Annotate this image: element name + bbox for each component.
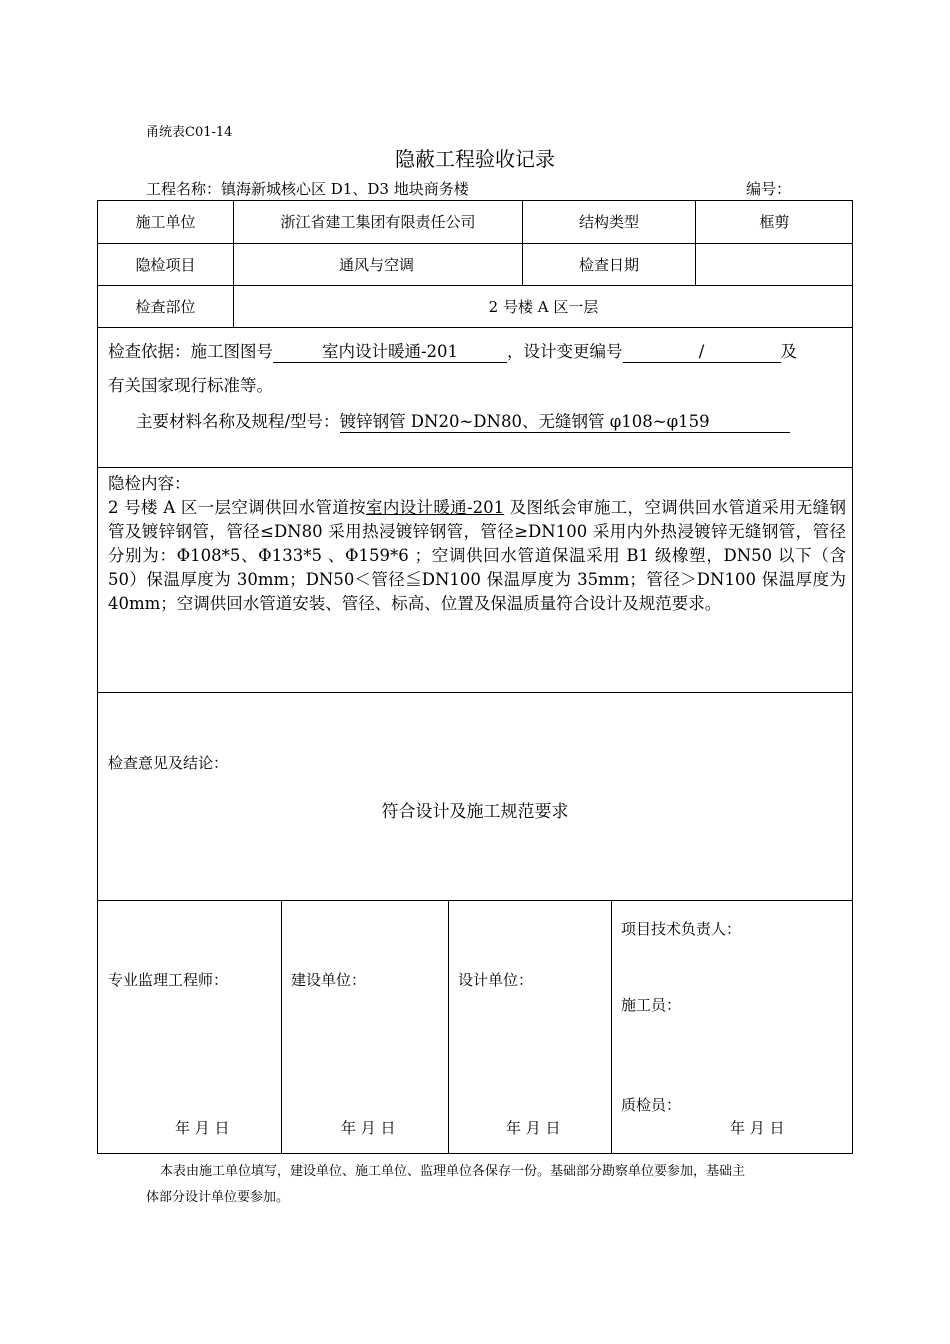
- opinion-label: 检查意见及结论：: [108, 754, 229, 772]
- hidden-content-text: [108, 496, 846, 616]
- content-drawing-ref: 室内设计暖通-201: [366, 498, 505, 517]
- owner-label: 建设单位：: [291, 971, 367, 989]
- rule-sig3: [611, 900, 612, 1154]
- material-label: 主要材料名称及规程/型号：: [136, 412, 340, 431]
- contractor-date: 年 月 日: [730, 1119, 785, 1137]
- basis-suffix: 及: [780, 342, 797, 361]
- basis-line2: 有关国家现行标准等。: [108, 376, 273, 395]
- footer-note-line1: 本表由施工单位填写，建设单位、施工单位、监理单位各保存一份。基础部分勘察单位要参加，基础主: [160, 1164, 746, 1179]
- rule-sig2: [448, 900, 449, 1154]
- material-value: 镀锌钢管 DN20~DN80、无缝钢管 φ108~φ159: [340, 412, 790, 433]
- owner-date: 年 月 日: [341, 1119, 396, 1137]
- tech-lead-label: 项目技术负责人：: [621, 920, 742, 938]
- inspection-item-value: 通风与空调: [339, 255, 415, 274]
- rule-row6: [97, 900, 853, 901]
- inspection-location-value: 2 号楼 A 区一层: [488, 297, 599, 316]
- material-line: [136, 408, 790, 433]
- supervisor-date: 年 月 日: [175, 1119, 230, 1137]
- rule-sig1: [281, 900, 282, 1154]
- opinion-conclusion: 符合设计及施工规范要求: [381, 802, 569, 822]
- project-name-label: 工程名称：: [146, 180, 222, 198]
- construction-unit-label: 施工单位: [135, 213, 196, 231]
- rule-row4: [97, 467, 853, 468]
- content-rest: 及图纸会审施工，空调供回水管道采用无缝钢管及镀锌钢管，管径≤DN80 采用热浸镀锌钢管，管径≥DN100 采用内外热浸镀锌无缝钢管，管径分别为：Φ108*5、Φ133*5 、Φ159*6 ；空调供回水管道保温采用 B1 级橡塑，DN50 以下（含 50）保温厚度为 30mm；DN50＜管径≦DN100 保温厚度为 35mm；管径＞DN100 保温厚度为 40mm；空调供回水管道安装、管径、标高、位置及保温质量符合设计及规范要求。: [108, 498, 846, 613]
- structure-type-value: 框剪: [759, 213, 790, 231]
- rule-row5: [97, 692, 853, 693]
- construction-unit-value: 浙江省建工集团有限责任公司: [280, 213, 476, 231]
- project-name-line: [146, 178, 469, 199]
- inspection-item-label: 隐检项目: [135, 255, 196, 274]
- designer-date: 年 月 日: [506, 1119, 561, 1137]
- project-name-value: 镇海新城核心区 D1、D3 地块商务楼: [221, 180, 469, 198]
- designer-label: 设计单位：: [458, 971, 534, 989]
- hidden-content: [108, 472, 846, 616]
- builder-label: 施工员：: [621, 996, 682, 1014]
- rule-row3: [97, 327, 853, 328]
- inspection-location-label: 检查部位: [135, 297, 196, 316]
- basis-mid: ，设计变更编号: [507, 342, 623, 361]
- number-label: 编号：: [746, 180, 792, 198]
- supervisor-label: 专业监理工程师：: [108, 971, 229, 989]
- inspection-date-label: 检查日期: [578, 255, 639, 274]
- form-code: 甬统表C01-14: [146, 125, 233, 140]
- drawing-number: 室内设计暖通-201: [273, 342, 507, 363]
- structure-type-label: 结构类型: [578, 213, 639, 231]
- basis-line: [108, 338, 797, 363]
- design-change-number: /: [623, 342, 781, 363]
- hidden-content-label: 隐检内容：: [108, 474, 191, 493]
- page-title: 隐蔽工程验收记录: [395, 147, 555, 171]
- footer-note-line2: 体部分设计单位要参加。: [146, 1190, 290, 1205]
- content-start: 2 号楼 A 区一层空调供回水管道按: [108, 498, 366, 517]
- qc-label: 质检员：: [621, 1096, 682, 1114]
- basis-prefix: 检查依据：施工图图号: [108, 342, 273, 361]
- inspection-date-value[interactable]: [696, 243, 853, 285]
